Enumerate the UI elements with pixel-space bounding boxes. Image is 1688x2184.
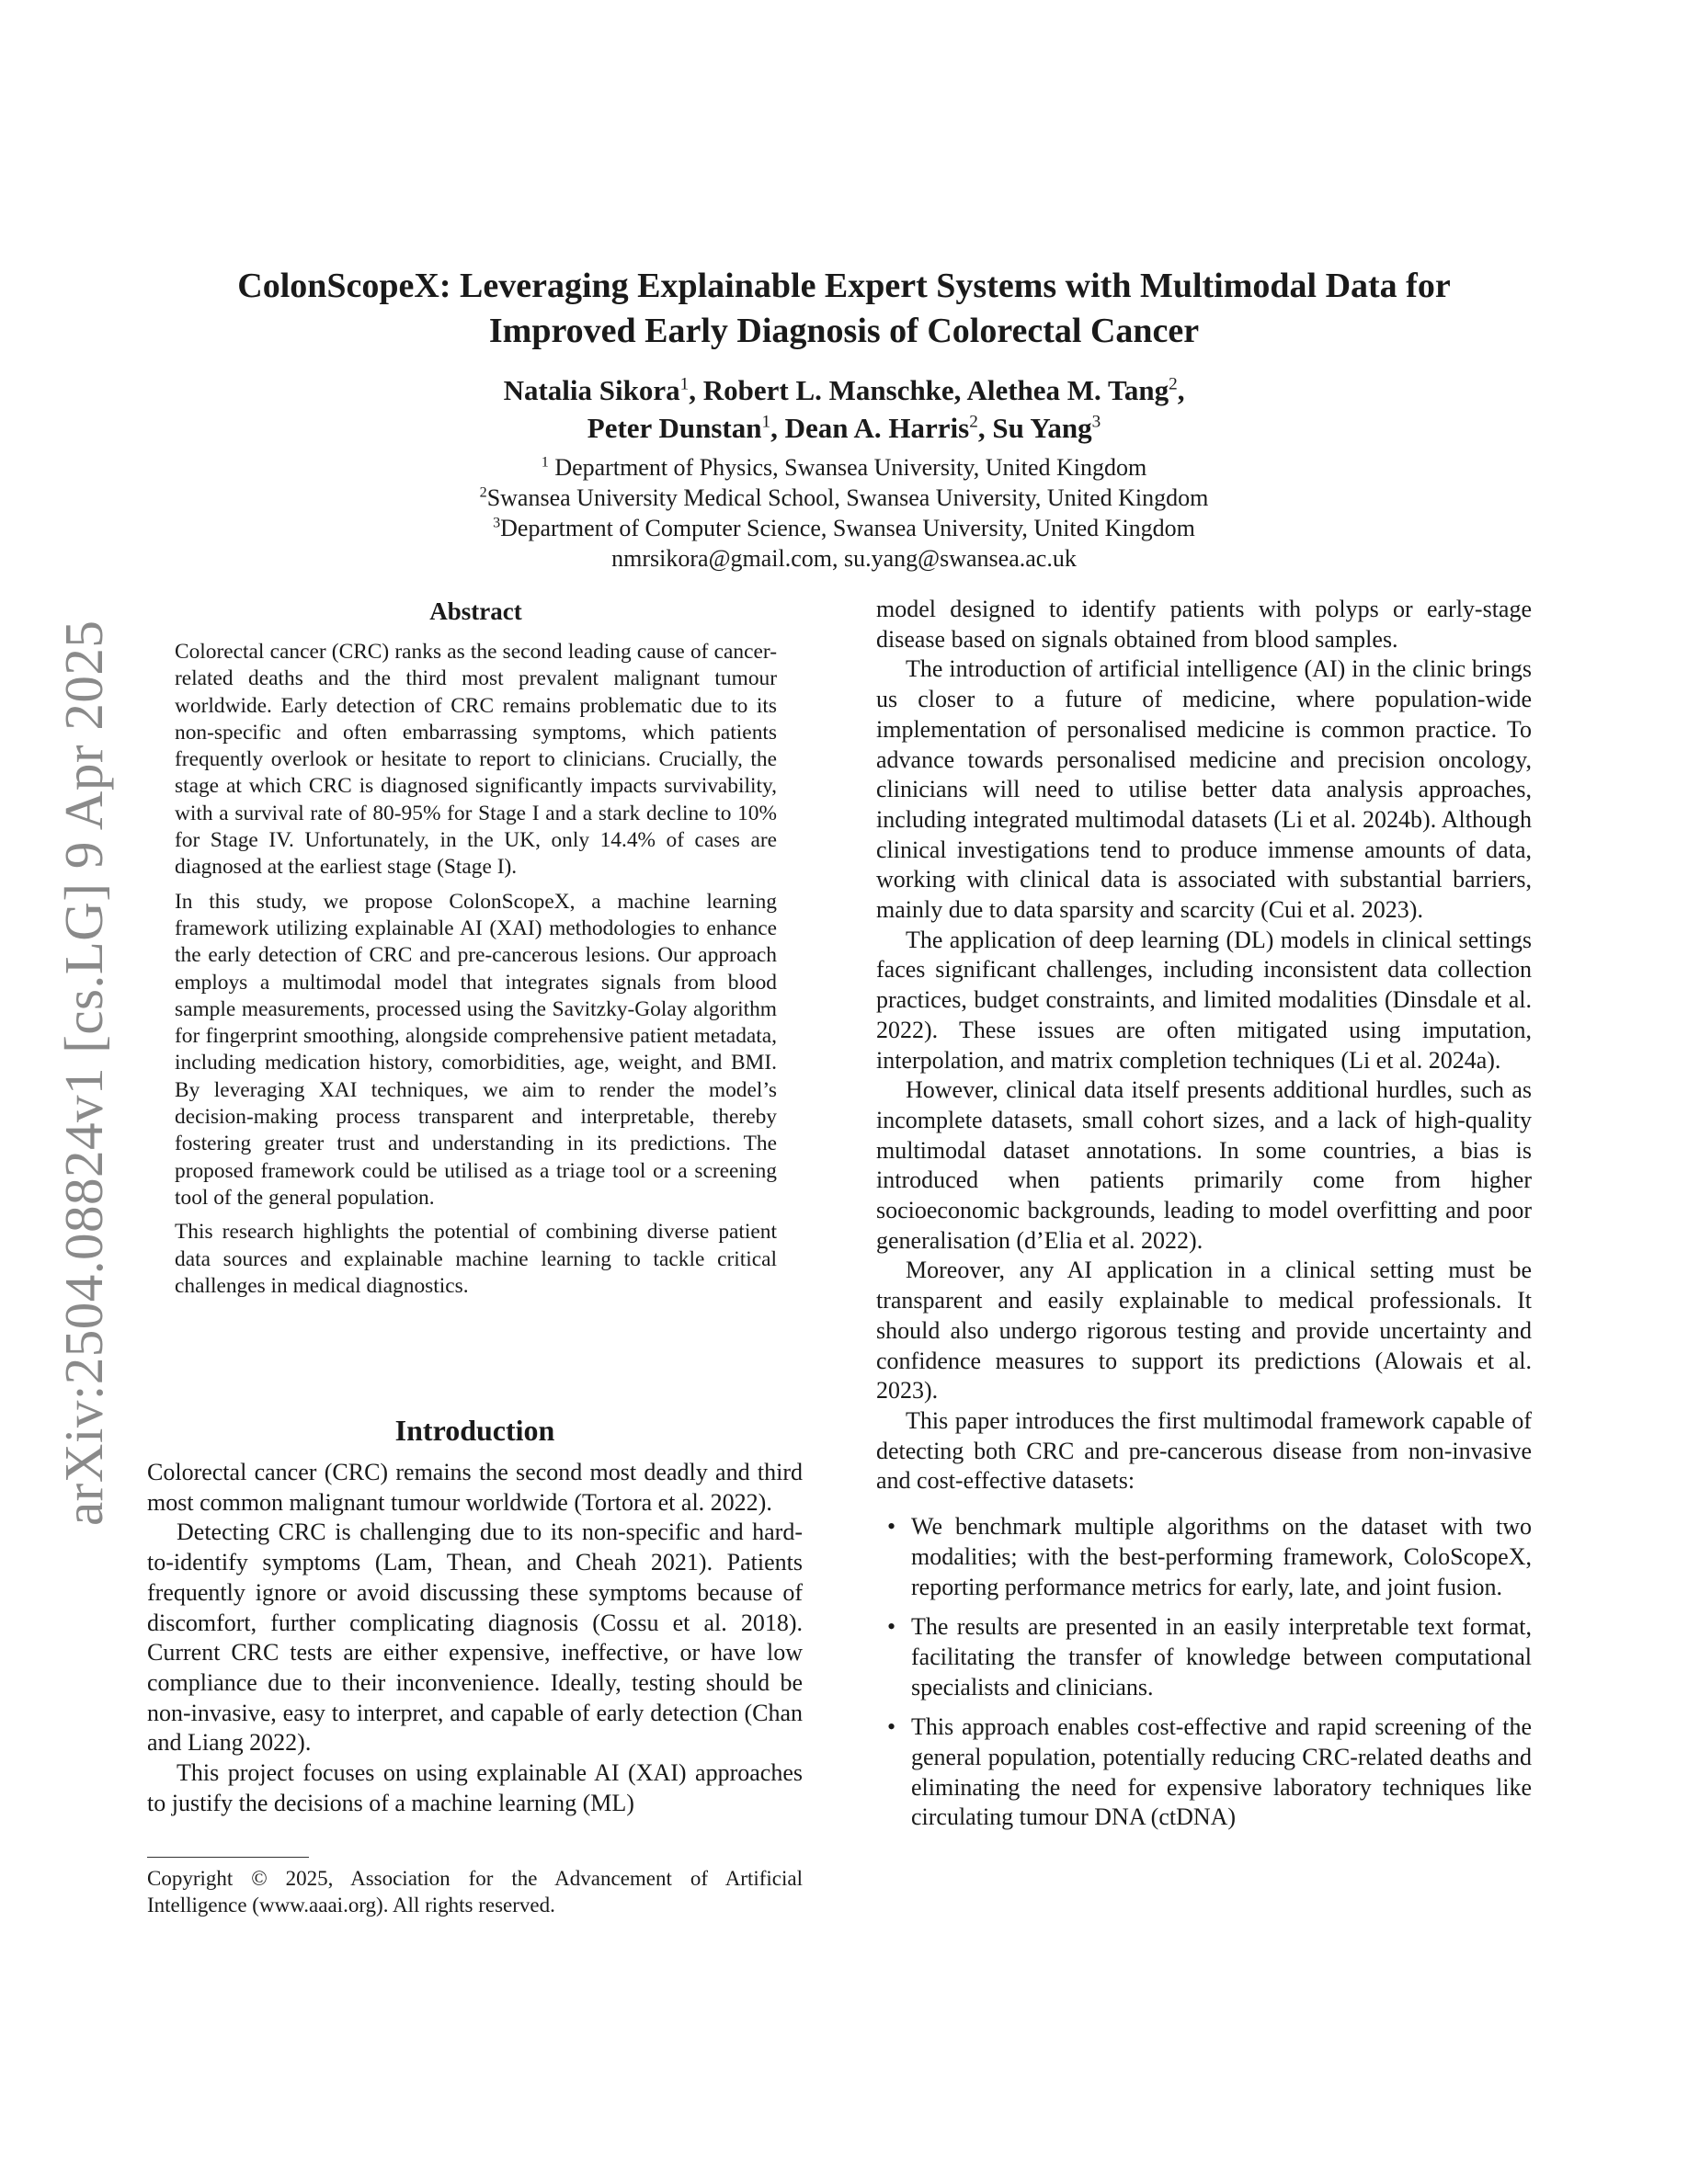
author-emails: nmrsikora@gmail.com, su.yang@swansea.ac.uk (611, 545, 1077, 572)
title-line: ColonScopeX: Leveraging Explainable Expert Systems with Multimodal Data for (237, 267, 1451, 305)
author-separator: , (1177, 374, 1185, 406)
affiliation-mark: 2 (479, 484, 487, 501)
affiliation-text: Swansea University Medical School, Swansea University, United Kingdom (486, 484, 1209, 511)
body-paragraph: This project focuses on using explainable AI (XAI) approaches to justify the decisions of a machine learning (ML) (147, 1759, 803, 1816)
author-affiliation-mark: 1 (679, 374, 690, 394)
author-line (0, 371, 1688, 409)
affiliation-mark: 1 (541, 454, 549, 471)
author-name: Natalia Sikora (503, 374, 680, 406)
left-column-introduction (147, 1411, 803, 1818)
bullet-marker: • (887, 1613, 896, 1641)
contribution-item (876, 1512, 1532, 1602)
body-paragraph: Colorectal cancer (CRC) remains the second most deadly and third most common malignant tumour worldwide (Tortora et al. 2022). (147, 1459, 803, 1516)
author-list (0, 371, 1688, 447)
contribution-list (876, 1512, 1532, 1833)
contribution-text: We benchmark multiple algorithms on the dataset with two modalities; with the best-performing framework, ColoScopeX, reporting performance metrics for early, late, and joint fusion. (911, 1513, 1532, 1600)
body-paragraph: The introduction of artificial intelligence (AI) in the clinic brings us closer to a future of medicine, where population-wide implementation of personalised medicine is common practice. To advance towards personalised medicine and precision oncology, clinicians will need to utilise better data analysis approaches, including integrated multimodal datasets (Li et al. 2024b). Although clinical investigations tend to produce immense amounts of data, working with clinical data is associated with substantial barriers, mainly due to data sparsity and scarcity (Cui et al. 2023). (876, 655, 1532, 924)
abstract-paragraph: This research highlights the potential of combining diverse patient data sources and explainable machine learning to tackle critical challenges in medical diagnostics. (175, 1220, 777, 1298)
copyright-footnote-block (147, 1857, 803, 1918)
contribution-text: This approach enables cost-effective and rapid screening of the general population, potentially reducing CRC-related deaths and eliminating the need for expensive laboratory techniques like circulating tumour DNA (ctDNA) (911, 1713, 1532, 1831)
abstract-heading: Abstract (429, 597, 522, 625)
affiliation-line (0, 483, 1688, 513)
author-affiliation-mark: 2 (1169, 374, 1178, 394)
arxiv-identifier-stamp: arXiv:2504.08824v1 [cs.LG] 9 Apr 2025 (53, 620, 114, 1526)
author-name: Peter Dunstan (587, 412, 762, 444)
contribution-item (876, 1712, 1532, 1833)
affiliation-text: Department of Computer Science, Swansea University, United Kingdom (500, 515, 1195, 541)
body-paragraph: Moreover, any AI application in a clinical setting must be transparent and easily explainable to medical professionals. It should also undergo rigorous testing and provide uncertainty and confidence measures to support its predictions (Alowais et al. 2023). (876, 1257, 1532, 1405)
abstract-section (175, 596, 777, 1307)
paper-title (0, 264, 1688, 354)
body-paragraph: This paper introduces the first multimodal framework capable of detecting both CRC and pre-cancerous disease from non-invasive and cost-effective datasets: (876, 1406, 1532, 1495)
contribution-item (876, 1612, 1532, 1702)
abstract-paragraph: Colorectal cancer (CRC) ranks as the second leading cause of cancer-related deaths and the third most prevalent malignant tumour worldwide. Early detection of CRC remains problematic due to its non-specific and often embarrassing symptoms, which patients frequently overlook or hesitate to report to clinicians. Crucially, the stage at which CRC is diagnosed significantly impacts survivability, with a survival rate of 80-95% for Stage I and a stark decline to 10% for Stage IV. Unfortunately, in the UK, only 14.4% of cases are diagnosed at the earliest stage (Stage I). (175, 640, 777, 880)
affiliation-line (0, 513, 1688, 543)
author-affiliation-mark: 1 (761, 412, 771, 432)
affiliation-mark: 3 (493, 515, 501, 531)
title-line: Improved Early Diagnosis of Colorectal Cancer (488, 312, 1200, 350)
body-paragraph: The application of deep learning (DL) models in clinical settings faces significant challenges, including inconsistent data collection practices, budget constraints, and limited modalities (Dinsdale et al. 2022). These issues are often mitigated using imputation, interpolation, and matrix completion techniques (Li et al. 2024a). (876, 926, 1532, 1074)
introduction-heading: Introduction (394, 1414, 555, 1447)
affiliation-line (0, 452, 1688, 483)
body-paragraph: However, clinical data itself presents additional hurdles, such as incomplete datasets, small cohort sizes, and a lack of high-quality multimodal dataset annotations. In some countries, a bias is introduced when patients primarily come from higher socioeconomic backgrounds, leading to model overfitting and poor generalisation (d’Elia et al. 2022). (876, 1076, 1532, 1254)
bullet-marker: • (887, 1713, 896, 1741)
body-paragraph: model designed to identify patients with polyps or early-stage disease based on signals obtained from blood samples. (876, 596, 1532, 653)
affiliation-text: Department of Physics, Swansea University, United Kingdom (548, 454, 1147, 481)
footnote-divider (147, 1857, 309, 1858)
copyright-footnote: Copyright © 2025, Association for the Advancement of Artificial Intelligence (www.aaai.org). All rights reserved. (147, 1867, 803, 1917)
right-column-introduction (876, 595, 1532, 1843)
author-name: , Dean A. Harris (770, 412, 970, 444)
author-affiliation-mark: 3 (1091, 412, 1101, 432)
author-affiliation-mark: 2 (969, 412, 978, 432)
affiliation-list (0, 452, 1688, 574)
author-name: , Su Yang (977, 412, 1092, 444)
body-paragraph: Detecting CRC is challenging due to its non-specific and hard-to-identify symptoms (Lam, Thean, and Cheah 2021). Patients frequently ignore or avoid discussing these symptoms because of discomfort, further complicating diagnosis (Cossu et al. 2018). Current CRC tests are either expensive, ineffective, or have low compliance due to their inconvenience. Ideally, testing should be non-invasive, easy to interpret, and capable of early detection (Chan and Liang 2022). (147, 1519, 803, 1757)
contribution-text: The results are presented in an easily interpretable text format, facilitating the transfer of knowledge between computational specialists and clinicians. (911, 1613, 1532, 1701)
abstract-paragraph: In this study, we propose ColonScopeX, a machine learning framework utilizing explainable AI (XAI) methodologies to enhance the early detection of CRC and pre-cancerous lesions. Our approach employs a multimodal model that integrates signals from blood sample measurements, processed using the Savitzky-Golay algorithm for fingerprint smoothing, alongside comprehensive patient metadata, including medication history, comorbidities, age, weight, and BMI. By leveraging XAI techniques, we aim to render the model’s decision-making process transparent and interpretable, thereby fostering greater trust and understanding in its predictions. The proposed framework could be utilised as a triage tool or a screening tool of the general population. (175, 889, 777, 1210)
author-name: , Robert L. Manschke, Alethea M. Tang (689, 374, 1169, 406)
bullet-marker: • (887, 1513, 896, 1541)
author-line (0, 409, 1688, 447)
